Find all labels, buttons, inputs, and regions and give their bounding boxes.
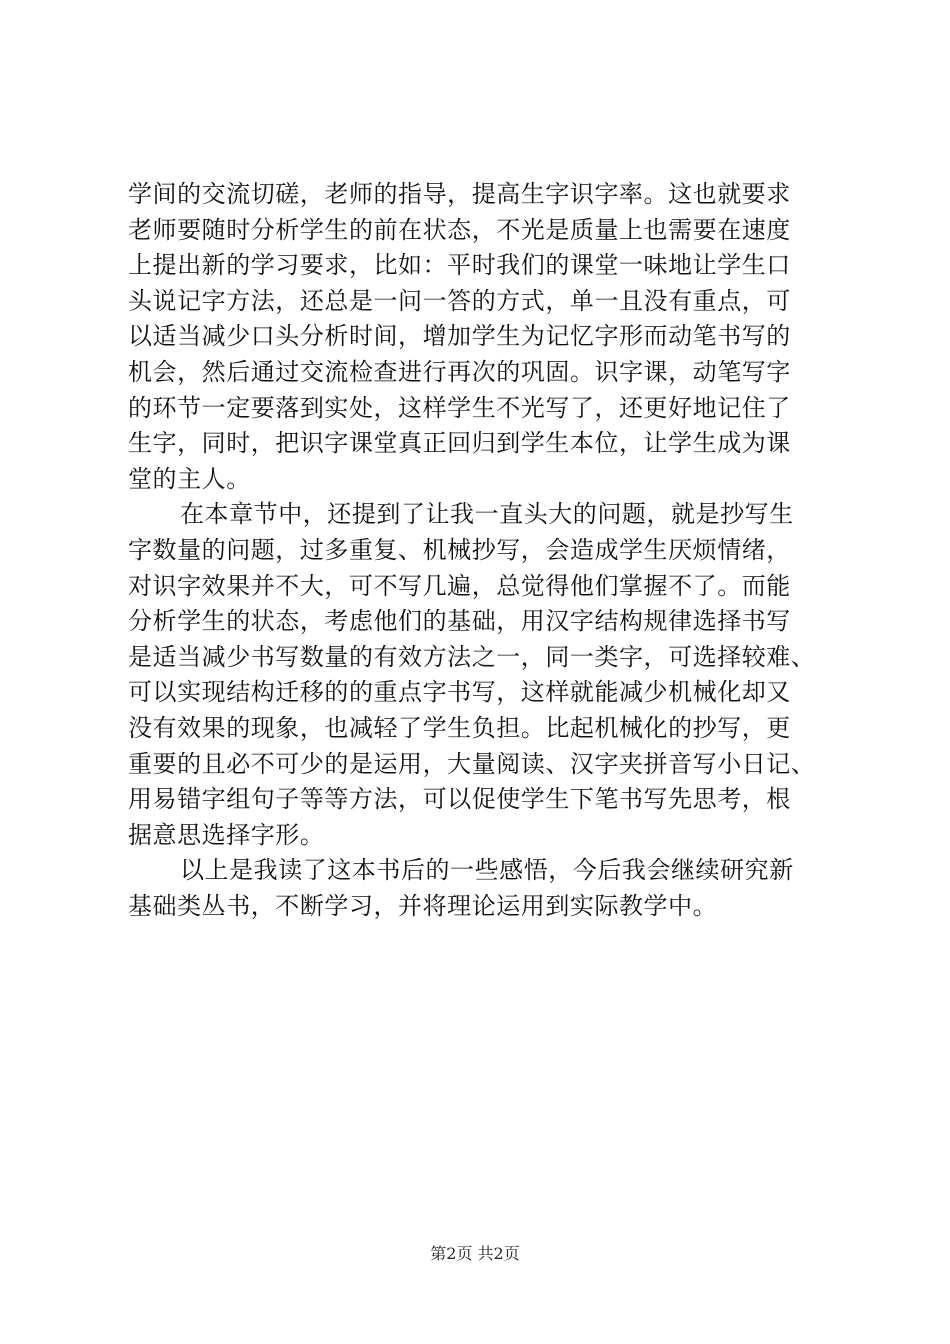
text-line: 是适当减少书写数量的有效方法之一，同一类字，可选择较难、 [128,642,816,671]
page-number-footer: 第2页 共2页 [430,1244,520,1263]
paragraph-start-line: 以上是我读了这本书后的一些感悟，今后我会继续研究新 [180,856,794,885]
text-line: 分析学生的状态，考虑他们的基础，用汉字结构规律选择书写 [128,607,791,636]
text-line: 字数量的问题，过多重复、机械抄写，会造成学生厌烦情绪， [128,535,791,564]
text-line: 基础类丛书，不断学习，并将理论运用到实际教学中。 [128,891,718,920]
text-line: 头说记字方法，还总是一问一答的方式，单一且没有重点，可 [128,286,791,315]
text-line: 的环节一定要落到实处，这样学生不光写了，还更好地记住了 [128,393,791,422]
text-line: 生字，同时，把识字课堂真正回归到学生本位，让学生成为课 [128,429,791,458]
text-line: 以适当减少口头分析时间，增加学生为记忆字形而动笔书写的 [128,322,791,351]
text-line: 据意思选择字形。 [128,820,325,849]
text-line: 机会，然后通过交流检查进行再次的巩固。识字课，动笔写字 [128,357,791,386]
text-line: 上提出新的学习要求，比如：平时我们的课堂一味地让学生口 [128,251,791,280]
text-line: 没有效果的现象，也减轻了学生负担。比起机械化的抄写，更 [128,713,791,742]
text-line: 学间的交流切磋，老师的指导，提高生字识字率。这也就要求 [128,180,791,208]
paragraph-start-line: 在本章节中，还提到了让我一直头大的问题，就是抄写生 [180,500,794,529]
text-line: 重要的且必不可少的是运用，大量阅读、汉字夹拼音写小日记、 [128,749,816,778]
body-text [128,177,842,924]
text-line: 可以实现结构迁移的的重点字书写，这样就能减少机械化却又 [128,678,791,707]
text-line: 堂的主人。 [128,464,251,493]
text-line: 用易错字组句子等等方法，可以促使学生下笔书写先思考，根 [128,785,791,814]
text-line: 老师要随时分析学生的前在状态，不光是质量上也需要在速度 [128,215,791,244]
text-line: 对识字效果并不大，可不写几遍，总觉得他们掌握不了。而能 [128,571,791,600]
